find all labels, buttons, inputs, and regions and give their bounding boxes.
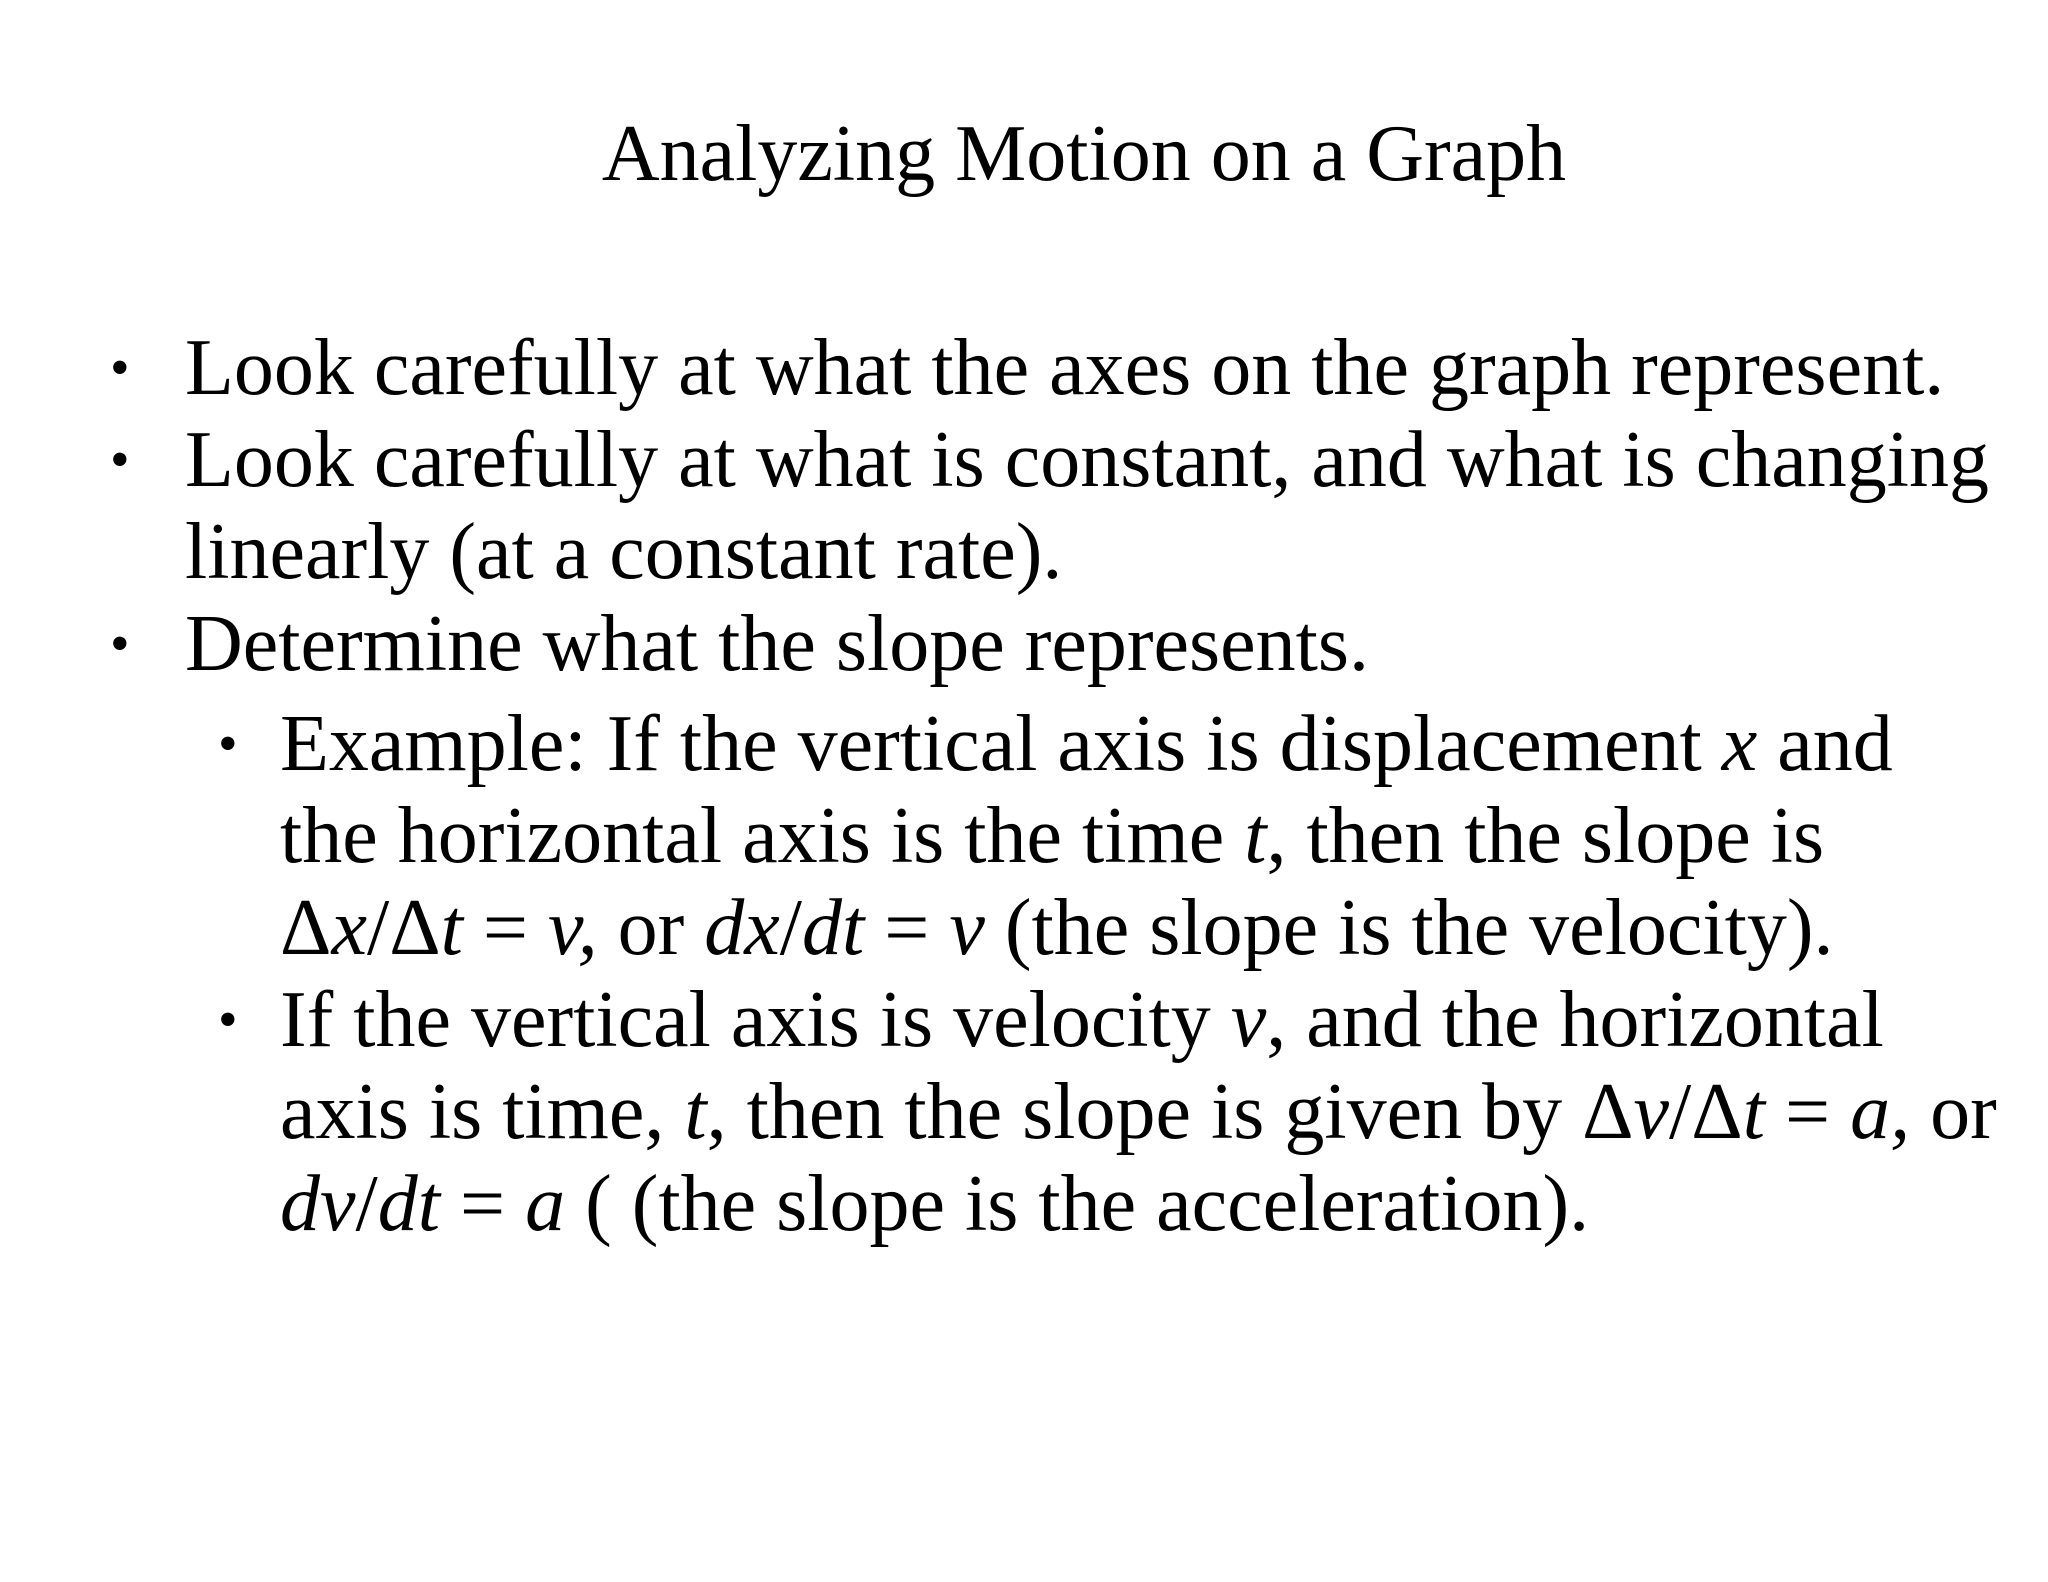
bullet-1-line-1: Look carefully at what the axes on the graph represent. [185, 324, 1945, 412]
bullet-3-line-1: Determine what the slope represents. [185, 600, 1370, 688]
sub-bullet-dot: • [218, 713, 238, 775]
sub-bullet-1-line-1: Example: If the vertical axis is displacement x and [280, 700, 1893, 788]
sub-bullet-2-line-1: If the vertical axis is velocity v, and the horizontal [280, 976, 1884, 1064]
sub-bullet-1-line-2: the horizontal axis is the time t, then the slope is [280, 792, 1825, 880]
bullet-2-line-1: Look carefully at what is constant, and what is changing [185, 416, 1989, 504]
sub-bullet-1-line-3: Δx/Δt = v, or dx/dt = v (the slope is the velocity). [280, 884, 1834, 972]
bullet-2-line-2: linearly (at a constant rate). [185, 508, 1063, 596]
bullet-dot: • [110, 429, 130, 491]
sub-bullet-dot: • [218, 989, 238, 1051]
sub-bullet-2-line-2: axis is time, t, then the slope is given by Δv/Δt = a, or [280, 1068, 1997, 1156]
slide-title [0, 108, 2048, 200]
bullet-dot: • [110, 337, 130, 399]
bullet-dot: • [110, 613, 130, 675]
slide-title-text: Analyzing Motion on a Graph [601, 110, 1567, 198]
sub-bullet-2-line-3: dv/dt = a ( (the slope is the acceleration). [280, 1160, 1590, 1248]
